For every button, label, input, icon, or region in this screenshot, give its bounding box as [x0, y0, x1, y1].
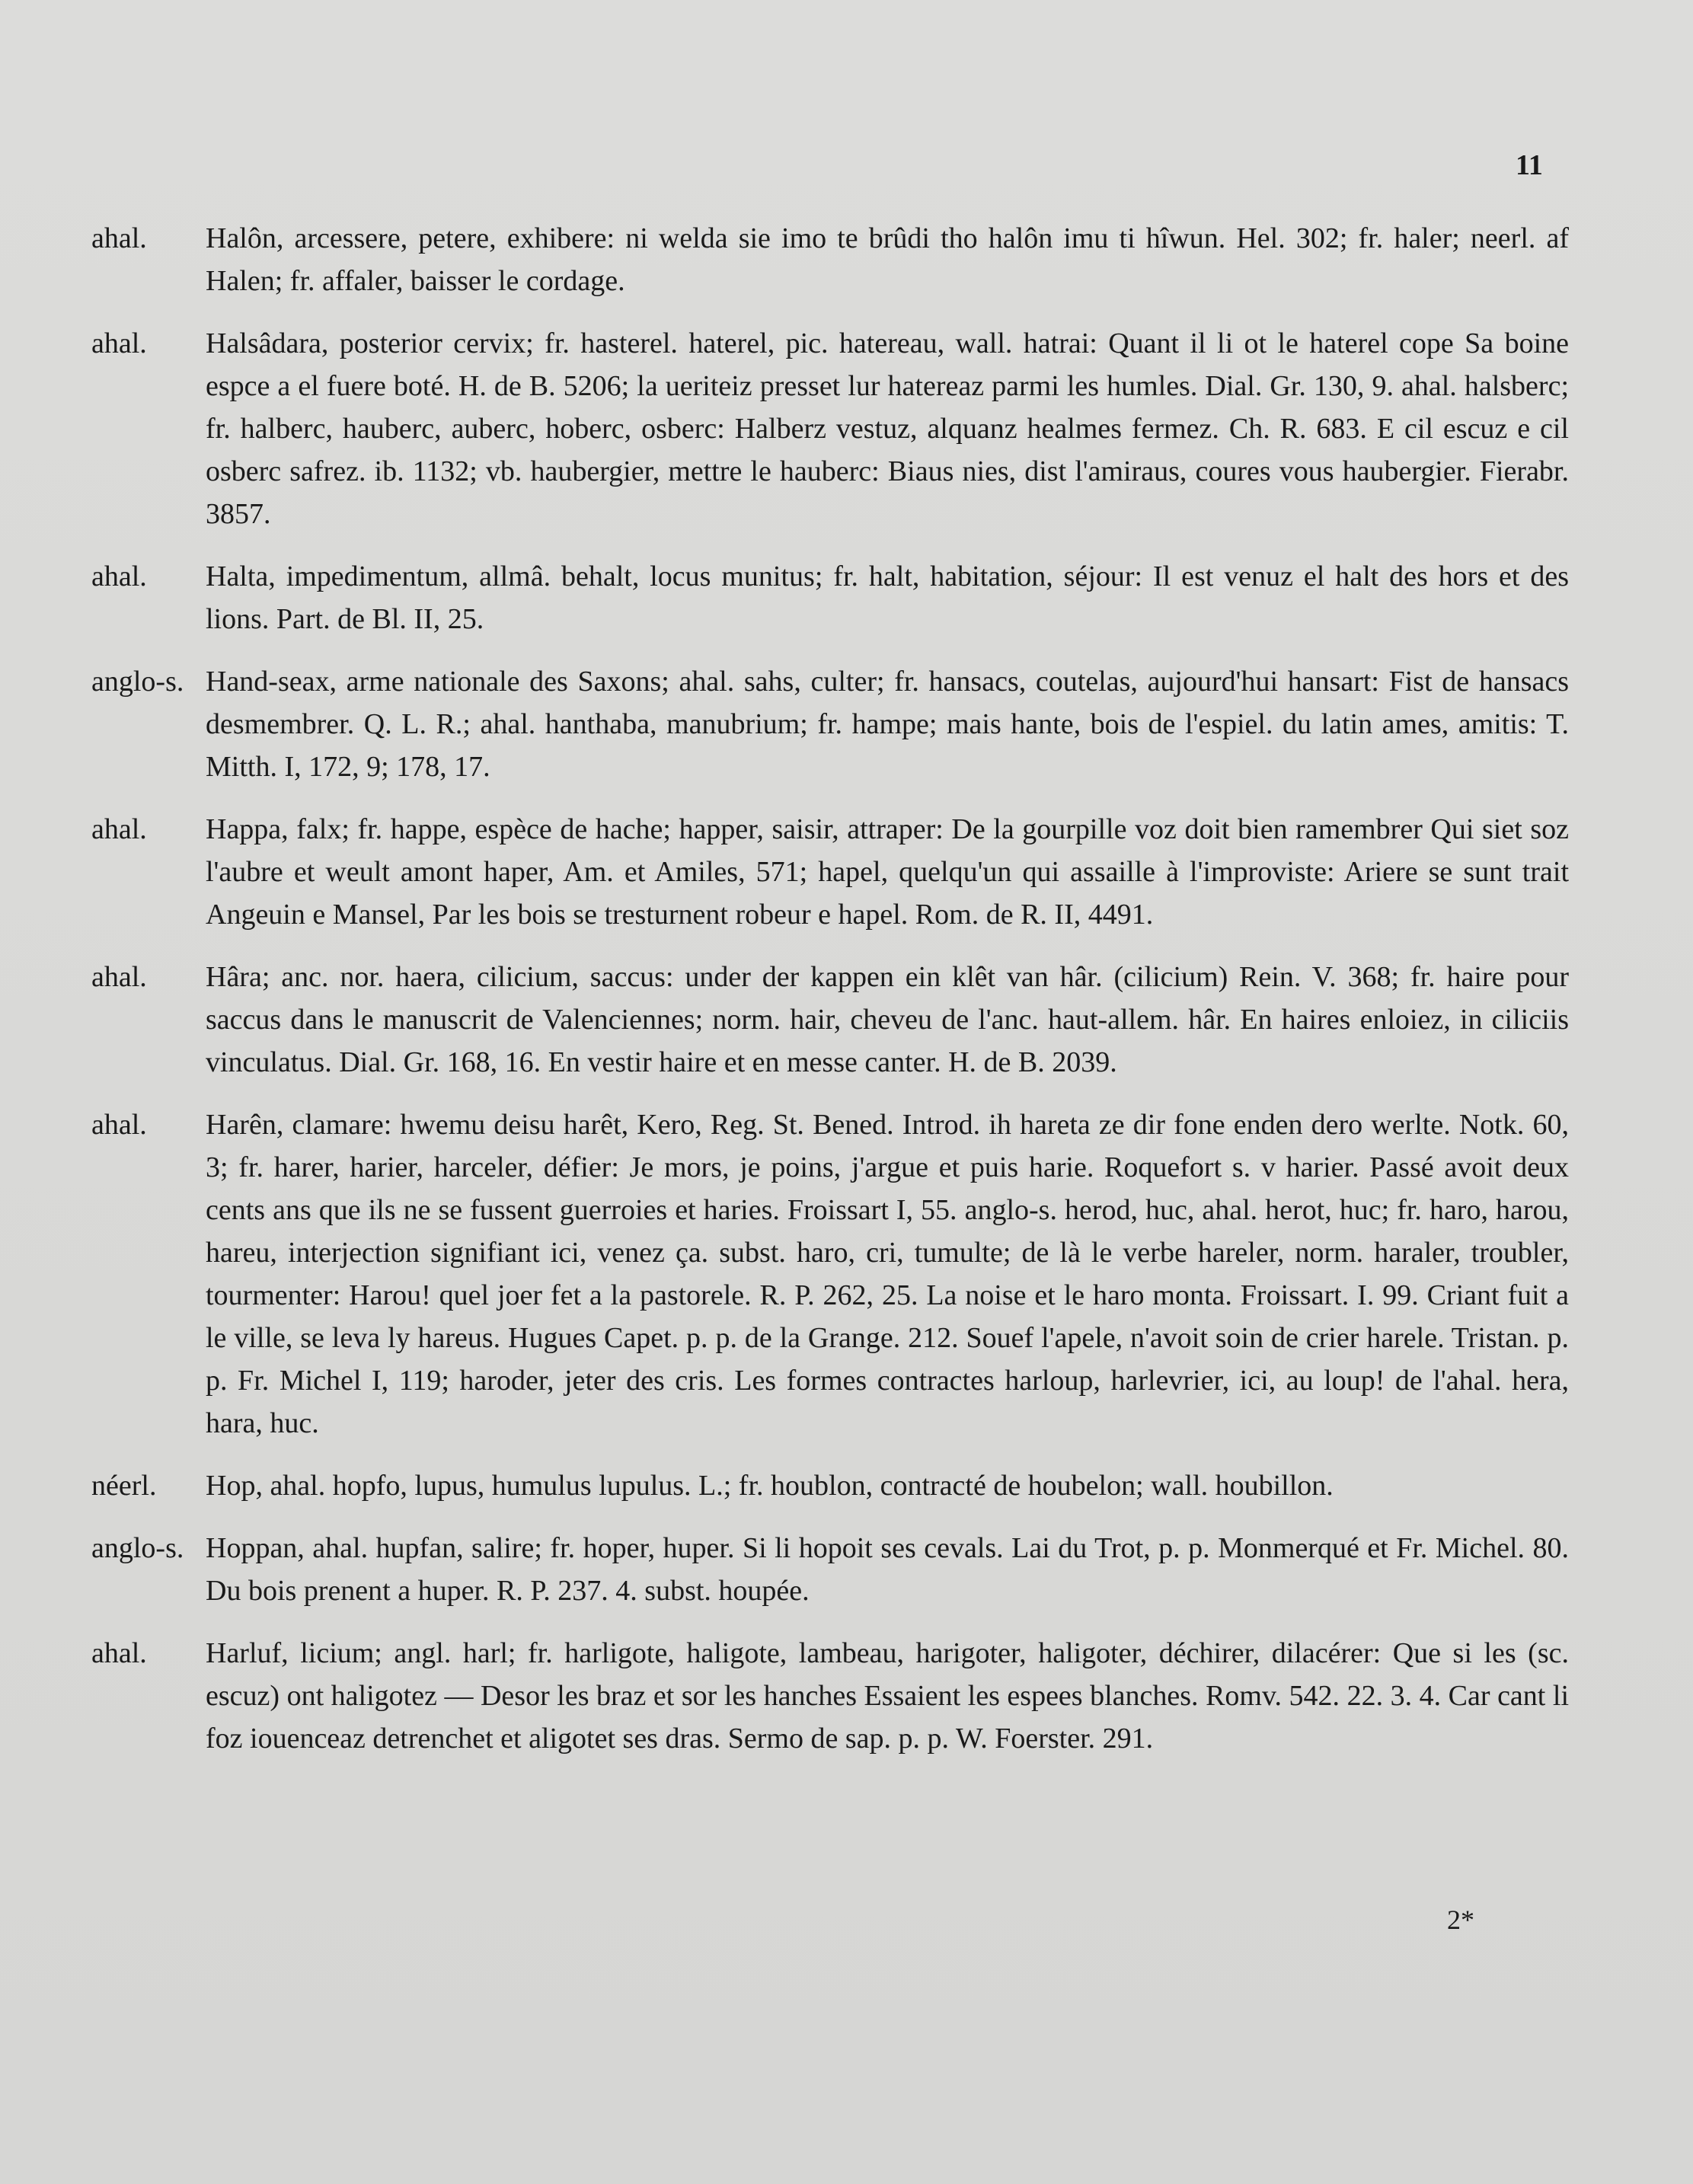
entry [91, 956, 1569, 1084]
entry-text: Harên, clamare: hwemu deisu harêt, Kero, Reg. St. Bened. Introd. ih hareta ze dir fone enden dero werlte. Notk. 60, 3; fr. harer, harier, harceler, défier: Je mors, je poins, j'argue et puis harie. Roquefort s. v harier. Passé avoit deux cents ans que ils ne se fussent guerroies et haries. Froissart I, 55. anglo-s. herod, huc, ahal. herot, huc; fr. haro, harou, hareu, interjection signifiant ici, venez ça. subst. haro, cri, tumulte; de là le verbe hareler, norm. haraler, troubler, tourmenter: Harou! quel joer fet a la pastorele. R. P. 262, 25. La noise et le haro monta. Froissart. I. 99. Criant fuit a le ville, se leva ly hareus. Hugues Capet. p. p. de la Grange. 212. Souef l'apele, n'avoit soin de crier harele. Tristan. p. p. Fr. Michel I, 119; haroder, jeter des cris. Les formes contractes harloup, harlevrier, ici, au loup! de l'ahal. hera, hara, huc. [206, 1109, 1569, 1439]
entry-text: Hand-seax, arme nationale des Saxons; ahal. sahs, culter; fr. hansacs, coutelas, aujourd'hui hansart: Fist de hansacs desmembrer. Q. L. R.; ahal. hanthaba, manubrium; fr. hampe; mais hante, bois de l'espiel. du latin ames, amitis: T. Mitth. I, 172, 9; 178, 17. [206, 666, 1569, 783]
entry-language: anglo-s. [91, 1532, 184, 1564]
entry [91, 217, 1569, 302]
entry [91, 808, 1569, 936]
entry-text: Halôn, arcessere, petere, exhibere: ni welda sie imo te brûdi tho halôn imu ti hîwun. Hel. 302; fr. haler; neerl. af Halen; fr. affaler, baisser le cordage. [206, 222, 1569, 297]
entry-language: ahal. [91, 961, 147, 993]
page-number: 11 [1516, 149, 1543, 181]
entry-text: Harluf, licium; angl. harl; fr. harligote, haligote, lambeau, harigoter, haligoter, déchirer, dilacérer: Que si les (sc. escuz) ont haligotez — Desor les braz et sor les hanches Essaient les espees blanches. Romv. 542. 22. 3. 4. Car cant li foz iouenceaz detrenchet et aligotet ses dras. Sermo de sap. p. p. W. Foerster. 291. [206, 1637, 1569, 1755]
glossary-entries [91, 217, 1569, 1780]
entry [91, 555, 1569, 640]
signature-mark: 2* [1447, 1905, 1474, 1935]
entry-language: ahal. [91, 1637, 147, 1669]
entry-language: ahal. [91, 813, 147, 845]
entry [91, 322, 1569, 535]
entry-text: Hoppan, ahal. hupfan, salire; fr. hoper, huper. Si li hopoit ses cevals. Lai du Trot, p. p. Monmerqué et Fr. Michel. 80. Du bois prenent a huper. R. P. 237. 4. subst. houpée. [206, 1532, 1569, 1607]
entry-language: ahal. [91, 1109, 147, 1141]
entry-language: anglo-s. [91, 666, 184, 698]
entry-text: Halta, impedimentum, allmâ. behalt, locus munitus; fr. halt, habitation, séjour: Il est venuz el halt des hors et des lions. Part. de Bl. II, 25. [206, 560, 1569, 635]
entry-text: Hop, ahal. hopfo, lupus, humulus lupulus. L.; fr. houblon, contracté de houbelon; wall. houbillon. [206, 1470, 1334, 1502]
entry-text: Halsâdara, posterior cervix; fr. hasterel. haterel, pic. hatereau, wall. hatrai: Quant il li ot le haterel cope Sa boine espce a el fuere boté. H. de B. 5206; la ueriteiz presset lur hatereaz parmi les humles. Dial. Gr. 130, 9. ahal. halsberc; fr. halberc, hauberc, auberc, hoberc, osberc: Halberz vestuz, alquanz healmes fermez. Ch. R. 683. E cil escuz e cil osberc safrez. ib. 1132; vb. haubergier, mettre le hauberc: Biaus nies, dist l'amiraus, coures vous haubergier. Fierabr. 3857. [206, 327, 1569, 530]
entry [91, 1464, 1569, 1507]
entry-language: ahal. [91, 560, 147, 592]
entry-language: ahal. [91, 222, 147, 254]
entry-text: Hâra; anc. nor. haera, cilicium, saccus: under der kappen ein klêt van hâr. (cilicium) Rein. V. 368; fr. haire pour saccus dans le manuscrit de Valenciennes; norm. hair, cheveu de l'anc. haut-allem. hâr. En haires enloiez, in ciliciis vinculatus. Dial. Gr. 168, 16. En vestir haire et en messe canter. H. de B. 2039. [206, 961, 1569, 1078]
entry [91, 1527, 1569, 1612]
entry-language: ahal. [91, 327, 147, 359]
entry-text: Happa, falx; fr. happe, espèce de hache; happer, saisir, attraper: De la gourpille voz doit bien ramembrer Qui siet soz l'aubre et weult amont haper, Am. et Amiles, 571; hapel, quelqu'un qui assaille à l'improviste: Ariere se sunt trait Angeuin e Mansel, Par les bois se tresturnent robeur e hapel. Rom. de R. II, 4491. [206, 813, 1569, 931]
entry-language: néerl. [91, 1470, 157, 1502]
entry [91, 1632, 1569, 1760]
entry [91, 1103, 1569, 1445]
entry [91, 660, 1569, 788]
